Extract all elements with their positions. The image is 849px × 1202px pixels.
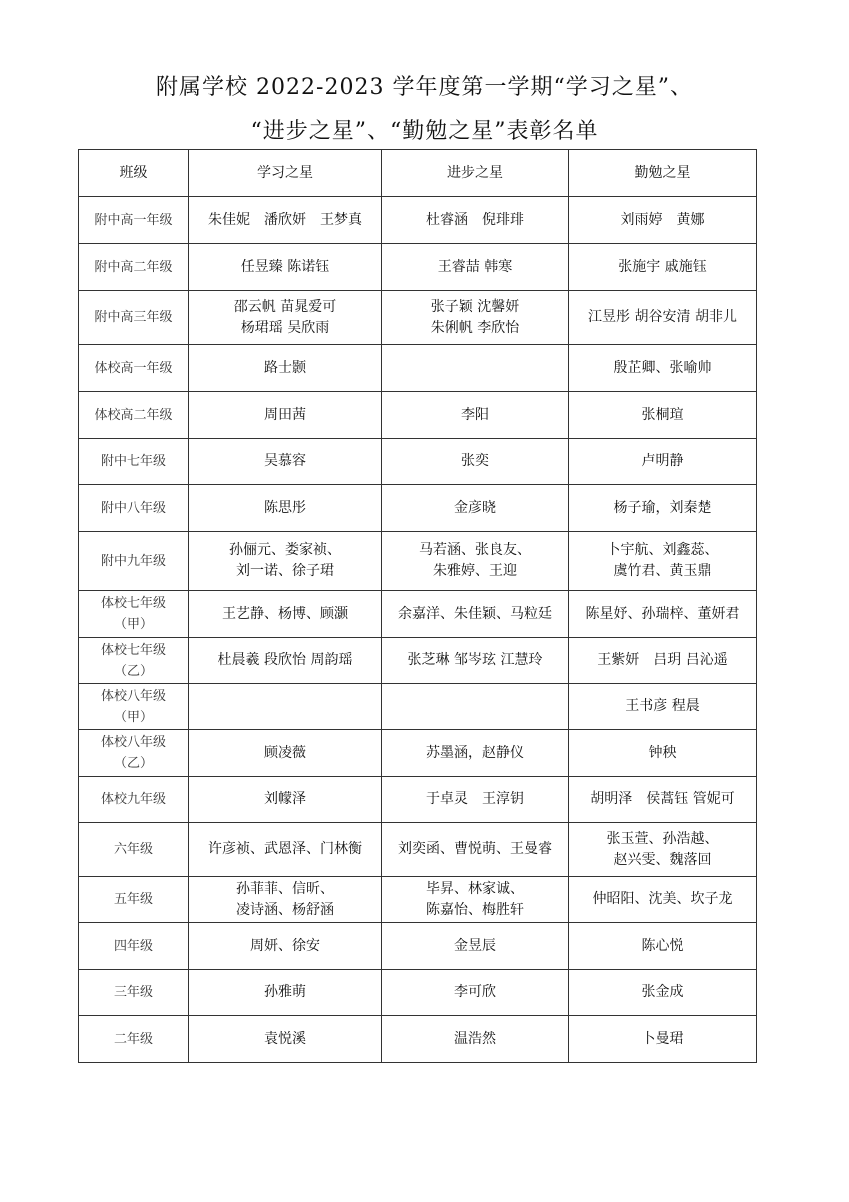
study-star-cell: [189, 877, 382, 923]
progress-star-cell-line: 金昱辰: [454, 937, 496, 954]
class-cell-line: 六年级: [113, 842, 153, 857]
table-row: [79, 970, 757, 1016]
diligence-star-cell-line: 王书彦 程晨: [625, 698, 700, 714]
diligence-star-cell-line: 张金成: [641, 984, 684, 1000]
diligence-star-cell: [569, 1016, 757, 1063]
table-row: [79, 591, 757, 638]
progress-star-cell: [382, 777, 569, 823]
class-cell-line: 附中八年级: [100, 500, 166, 516]
progress-star-cell-line: 毕昇、林家诚、: [426, 880, 524, 897]
class-cell: [79, 970, 189, 1016]
class-cell: [79, 777, 189, 823]
diligence-star-cell: [569, 923, 757, 970]
diligence-star-cell: [569, 439, 757, 485]
table-row: [79, 392, 757, 439]
progress-star-cell: [382, 197, 569, 244]
table-row: [79, 345, 757, 392]
diligence-star-cell-line: 江昱彤 胡谷安清 胡非儿: [588, 309, 737, 325]
class-cell-line: 体校八年级: [100, 688, 166, 704]
diligence-star-cell: [569, 197, 757, 244]
class-cell-line: 二年级: [113, 1031, 153, 1047]
study-star-cell: [189, 345, 382, 392]
progress-star-cell: [382, 877, 569, 923]
progress-star-cell-line: 刘奕函、曹悦萌、王曼睿: [398, 841, 552, 857]
class-cell: [79, 532, 189, 591]
diligence-star-cell: [569, 345, 757, 392]
progress-star-cell: [382, 1016, 569, 1063]
table-row: [79, 730, 757, 777]
table-row: [79, 923, 757, 970]
study-star-cell: [189, 730, 382, 777]
class-cell-line: 体校八年级: [100, 735, 166, 750]
class-cell: [79, 877, 189, 923]
progress-star-cell-line: 张芝琳 邹岑玹 江慧玲: [407, 652, 543, 668]
study-star-cell: [189, 970, 382, 1016]
diligence-star-cell: [569, 638, 757, 684]
study-star-cell: [189, 197, 382, 244]
class-cell: [79, 244, 189, 291]
diligence-star-cell: [569, 244, 757, 291]
class-cell: [79, 291, 189, 345]
diligence-star-cell-line: 卜宇航、刘鑫蕊、: [606, 542, 719, 558]
study-star-cell: [189, 684, 382, 730]
progress-star-cell-line: 张子颖 沈馨妍: [430, 298, 520, 315]
diligence-star-cell-line: 仲昭阳、沈美、坎子龙: [592, 891, 733, 907]
diligence-star-cell: [569, 392, 757, 439]
study-star-cell: [189, 591, 382, 638]
diligence-star-cell-line: 张桐瑄: [641, 406, 684, 423]
diligence-star-cell-line: 张施宇 戚施钰: [618, 258, 707, 275]
diligence-star-cell-line: 杨子瑜，刘秦楚: [613, 499, 712, 516]
class-cell-line: 体校高二年级: [94, 407, 173, 423]
diligence-star-cell-line: 卢明静: [641, 453, 684, 469]
table-row: [79, 485, 757, 532]
class-cell-line: 附中七年级: [100, 454, 166, 469]
progress-star-cell-line: 朱雅婷、王迎: [433, 563, 517, 579]
study-star-cell-line: 邵云帆 苗晁爱可: [233, 298, 337, 315]
study-star-cell-line: 朱佳妮 潘欣妍 王梦真: [208, 211, 362, 228]
class-cell-line: 附中高二年级: [94, 259, 173, 275]
progress-star-cell-line: 苏墨涵，赵静仪: [426, 744, 524, 761]
diligence-star-cell-line: 卜曼珺: [641, 1030, 684, 1047]
diligence-star-cell: [569, 970, 757, 1016]
progress-star-cell-line: 李阳: [461, 406, 489, 423]
progress-star-cell: [382, 923, 569, 970]
class-cell-line: 附中九年级: [100, 553, 166, 569]
progress-star-cell-line: 马若涵、张良友、: [419, 542, 531, 558]
class-cell: [79, 591, 189, 638]
progress-star-cell: [382, 345, 569, 392]
class-cell-line: 五年级: [113, 892, 153, 907]
study-star-cell-line: 任昱臻 陈诺钰: [240, 258, 330, 275]
class-cell: [79, 1016, 189, 1063]
class-cell-line: 体校七年级: [100, 642, 166, 658]
table-row: [79, 877, 757, 923]
class-cell: [79, 638, 189, 684]
diligence-star-cell: [569, 877, 757, 923]
progress-star-cell: [382, 485, 569, 532]
study-star-cell: [189, 638, 382, 684]
study-star-cell: [189, 923, 382, 970]
diligence-star-cell-line: 刘雨婷 黄娜: [620, 211, 705, 228]
diligence-star-cell-line: 赵兴雯、魏落回: [613, 851, 712, 868]
diligence-star-cell-line: 张玉萱、孙浩越、: [606, 830, 719, 847]
diligence-star-cell-line: 虞竹君、黄玉鼎: [613, 563, 712, 579]
class-cell-line: 三年级: [113, 985, 153, 1000]
study-star-cell-line: 路士颢: [264, 359, 306, 376]
progress-star-cell: [382, 638, 569, 684]
header-study-star: 学习之星: [189, 150, 382, 197]
progress-star-cell: [382, 532, 569, 591]
progress-star-cell-line: 陈嘉怡、梅胜轩: [426, 901, 524, 918]
class-cell-line: 四年级: [113, 938, 153, 954]
progress-star-cell-line: 温浩然: [454, 1030, 496, 1047]
class-cell-line: （甲）: [113, 709, 153, 725]
table-header-row: [79, 150, 757, 197]
honor-roll-table: [78, 149, 757, 1063]
study-star-cell-line: 孙雅萌: [264, 984, 306, 1000]
study-star-cell-line: 袁悦溪: [264, 1030, 306, 1047]
diligence-star-cell-line: 胡明泽 侯蒿钰 管妮可: [590, 791, 735, 807]
table-row: [79, 439, 757, 485]
header-class: 班级: [79, 150, 189, 197]
study-star-cell: [189, 532, 382, 591]
diligence-star-cell: [569, 730, 757, 777]
study-star-cell-line: 周妍、徐安: [250, 937, 320, 954]
class-cell-line: （乙）: [113, 663, 153, 679]
progress-star-cell: [382, 439, 569, 485]
study-star-cell-line: 王艺静、杨博、顾灏: [222, 605, 348, 622]
class-cell-line: 体校九年级: [100, 792, 166, 807]
table-row: [79, 684, 757, 730]
progress-star-cell: [382, 970, 569, 1016]
study-star-cell-line: 杨珺瑶 吴欣雨: [240, 319, 330, 336]
study-star-cell-line: 许彦祯、武恩泽、门林衡: [208, 841, 362, 857]
progress-star-cell-line: 李可欣: [454, 984, 496, 1000]
progress-star-cell: [382, 730, 569, 777]
class-cell: [79, 197, 189, 244]
class-cell-line: 附中高三年级: [94, 310, 173, 325]
progress-star-cell-line: 王睿喆 韩寒: [437, 258, 513, 275]
diligence-star-cell-line: 王紫妍 吕玥 吕沁遥: [597, 652, 728, 668]
study-star-cell: [189, 1016, 382, 1063]
diligence-star-cell: [569, 485, 757, 532]
diligence-star-cell-line: 殷芷卿、张喻帅: [613, 359, 712, 376]
class-cell-line: （乙）: [113, 756, 153, 771]
study-star-cell: [189, 823, 382, 877]
progress-star-cell-line: 张奕: [461, 453, 489, 469]
class-cell: [79, 684, 189, 730]
diligence-star-cell-line: 陈星妤、孙瑞梓、董妍君: [585, 605, 740, 622]
study-star-cell-line: 孙俪元、娄家祯、: [229, 542, 341, 558]
class-cell: [79, 345, 189, 392]
table-row: [79, 777, 757, 823]
class-cell-line: 附中高一年级: [94, 212, 173, 228]
study-star-cell-line: 刘幪泽: [264, 791, 306, 807]
progress-star-cell: [382, 291, 569, 345]
study-star-cell-line: 顾凌薇: [264, 744, 306, 761]
diligence-star-cell-line: 陈心悦: [641, 937, 684, 954]
table-row: [79, 244, 757, 291]
progress-star-cell: [382, 684, 569, 730]
study-star-cell-line: 吴慕容: [264, 453, 306, 469]
table-row: [79, 197, 757, 244]
progress-star-cell-line: 朱俐帆 李欣怡: [430, 319, 520, 336]
class-cell-line: （甲）: [113, 617, 153, 632]
study-star-cell: [189, 392, 382, 439]
study-star-cell: [189, 439, 382, 485]
study-star-cell-line: 刘一诺、徐子珺: [236, 563, 334, 579]
progress-star-cell-line: 于卓灵 王淳钥: [426, 791, 524, 807]
diligence-star-cell: [569, 591, 757, 638]
class-cell: [79, 485, 189, 532]
progress-star-cell-line: 金彦晓: [454, 499, 496, 516]
progress-star-cell: [382, 591, 569, 638]
study-star-cell: [189, 244, 382, 291]
diligence-star-cell-line: 钟秧: [648, 744, 677, 761]
table-row: [79, 638, 757, 684]
diligence-star-cell: [569, 684, 757, 730]
class-cell: [79, 392, 189, 439]
class-cell-line: 体校七年级: [100, 596, 166, 611]
progress-star-cell-line: 余嘉洋、朱佳颖、马粒廷: [398, 605, 552, 622]
table-body: [79, 197, 757, 1063]
class-cell: [79, 823, 189, 877]
diligence-star-cell: [569, 532, 757, 591]
class-cell-line: 体校高一年级: [94, 360, 173, 376]
class-cell: [79, 730, 189, 777]
table-row: [79, 823, 757, 877]
study-star-cell-line: 周田茜: [264, 406, 306, 423]
diligence-star-cell: [569, 823, 757, 877]
study-star-cell: [189, 485, 382, 532]
header-diligence-star: 勤勉之星: [569, 150, 757, 197]
diligence-star-cell: [569, 777, 757, 823]
diligence-star-cell: [569, 291, 757, 345]
class-cell: [79, 439, 189, 485]
progress-star-cell-line: 杜睿涵 倪琲琲: [426, 211, 524, 228]
study-star-cell-line: 陈思彤: [264, 499, 306, 516]
study-star-cell: [189, 777, 382, 823]
progress-star-cell: [382, 823, 569, 877]
page-title-line-1: 附属学校 2022-2023 学年度第一学期“学习之星”、: [156, 75, 693, 100]
progress-star-cell: [382, 392, 569, 439]
table-row: [79, 291, 757, 345]
header-progress-star: 进步之星: [382, 150, 569, 197]
table-row: [79, 1016, 757, 1063]
progress-star-cell: [382, 244, 569, 291]
study-star-cell-line: 孙菲菲、信昕、: [236, 880, 334, 897]
study-star-cell-line: 杜晨羲 段欣怡 周韵瑶: [217, 652, 353, 668]
study-star-cell-line: 凌诗涵、杨舒涵: [236, 901, 334, 918]
study-star-cell: [189, 291, 382, 345]
table-row: [79, 532, 757, 591]
page-title-line-2: “进步之星”、“勤勉之星”表彰名单: [250, 119, 599, 144]
class-cell: [79, 923, 189, 970]
